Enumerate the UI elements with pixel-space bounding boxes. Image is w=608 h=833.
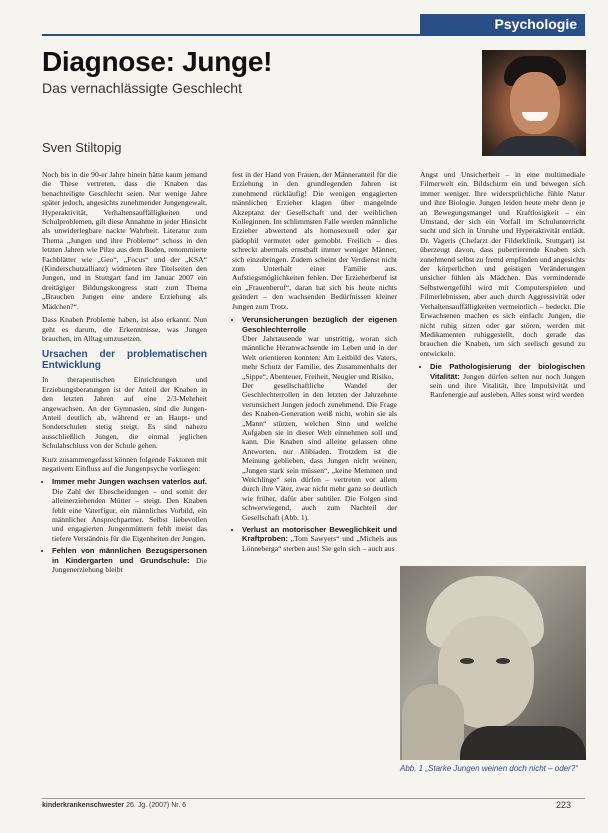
list-item	[242, 315, 397, 522]
photo-hand	[402, 684, 464, 760]
list-item-text: Jungen dürfen selten nur noch Jungen sein und ihre Vitalität, ihre Impulsivität und Raufenergie auf ausleben. Alles sonst wird werden	[430, 371, 585, 400]
portrait-shirt	[490, 136, 582, 156]
list-item-lead: Verunsicherungen bezüglich der eigenen Geschlechterrolle	[242, 315, 397, 334]
boy-photo	[400, 566, 586, 760]
paragraph: Noch bis in die 90-er Jahre hinein hätte kaum jemand die These vertreten, dass die Knaben das benachteiligte Geschlecht seien. Nur wenige Jahre später jedoch, angesichts zunehmender Jungengewalt, Hyperaktivität, Verhaltensauffälligkeiten und Schulproblemen, gilt diese Annahme in jeder Hinsicht als unwiderlegbare nackte Wahrheit. Literatur zum Thema „Jungen und ihre Probleme“ schoss in den letzten Jahren wie Pilze aus dem Boden, renommierte Fachblätter wie „Geo“, „Focus“ und der „KSA“ (Kinderschutzallianz) widmeten ihre Titelseiten den Jungen, und in Stuttgart fand im Januar 2007 ein dreitägiger Bildungskongress statt zum Thema „Brauchen Jungen eine andere Erziehung als Mädchen?“.	[42, 170, 207, 311]
article-subtitle: Das vernachlässigte Geschlecht	[42, 80, 242, 96]
list-item-text: Über Jahrtausende war unstrittig, woran sich männliche Heranwachsende im Leben und in der Welt orientieren konnten: Am Leitbild des Vaters, mehr Schutz der Familie, des Zusammenhalts der „Sippe“, Abenteuer, Freiheit, Neugier und Risiko.	[242, 333, 397, 381]
footer-divider	[42, 798, 585, 799]
photo-shirt	[460, 726, 586, 760]
journal-name: kinderkrankenschwester	[42, 802, 125, 809]
text-column-2	[232, 170, 397, 556]
section-heading: Ursachen der problematischen Entwicklung	[42, 349, 207, 372]
rubric-divider	[42, 34, 585, 36]
list-item	[52, 477, 207, 543]
list-item	[52, 546, 207, 574]
factor-list	[232, 315, 397, 553]
photo-eye	[496, 658, 510, 664]
factor-list	[42, 477, 207, 574]
paragraph: Kurz zusammengefasst können folgende Faktoren mit negativem Einfluss auf die Jungenpsyche vorliegen:	[42, 454, 207, 473]
text-column-3	[420, 170, 585, 403]
list-item-text: Die Jungenerziehung bleibt	[52, 555, 207, 575]
paragraph: Angst und Unsicherheit – in eine multimediale Filmerwelt ein. Bildschirm ein und bewegen sich immer weniger. Ihre widersprüchliche fühle Natur und ihre Biologie. Jungen leiden heute mehr denn je an Bewegungsmangel und Kraftlosigkeit – ein Umstand, der sich ein Vorfall im Schulunterricht sucht und sich in Unruhe und Hyperaktivität entlädt. Dr. Vageris (Chefarzt der Filderklinik, Stuttgart) ist überzeugt davon, dass pubertierende Knaben sich zunehmend selbst zu fremd empfinden und angesichts der körperlichen und geistigen Veränderungen unsicher fühlen als Mädchen. Das vermindernde Selbstwertgefühl wird mit Computerspielen und Filmerlebnissen, aber auch durch Aggressivität oder Verhaltensauffälligkeiten vermeintlich – bedeckt. Die Erwachsenen machen es sich einfach: Jungen, die nicht ruhig sitzen oder gar stören, werden mit Medikamenten ruhiggestellt, doch gerade das brauchen die Knaben, um sich seelisch gesund zu entwickeln.	[420, 170, 585, 358]
list-item-lead: Immer mehr Jungen wachsen vaterlos auf.	[52, 477, 207, 487]
section-rubric: Psychologie	[420, 14, 585, 34]
journal-issue: 26. Jg. (2007) Nr. 6	[126, 802, 186, 809]
page-number: 223	[556, 800, 572, 810]
journal-reference	[42, 802, 186, 809]
text-column-1	[42, 170, 207, 577]
figure-caption: Abb. 1 „Starke Jungen weinen doch nicht – oder?“	[400, 764, 578, 773]
author-portrait	[482, 50, 586, 156]
list-item-text: Der gesellschaftliche Wandel der Geschlechterrollen in den letzten der Jahrzehnte verunsichert Jungen jedoch zunehmend. Die Frage des Knaben-Generation weiß nicht, wohin sie als „Mann“ stürzen, welchen Sinn und welche Aufgaben sie in dieser Welt einnehmen soll und kann. Die Knaben sind alleine gelassen ohne Antworten, nur Alibiaden. Trotzdem ist die Meinung geblieben, dass Jungen nicht weinen, „Jungen stark sein müssen“, „keine Memmen und Weichlinge“ sein dürfen – vertreten vor allem durch ihre Väter, zwar nicht mehr ganz so deutlich wie früher, dafür aber subtiler. Die Folgen sind schwerwiegend, auch zum Nachteil der Gesellschaft (Abb. 1).	[242, 380, 397, 522]
paragraph: fest in der Hand von Frauen, der Männeranteil für die Erziehung in den grundlegenden Jahren ist zunehmend rückläufig! Die wenigen engagierten männlichen Erzieher klagen über mangelnde Akzeptanz der Gesellschaft und der weiblichen Kolleginnen. Im schlimmsten Falle werden männliche Erzieher abwertend als homosexuell oder gar pädophil vermutet oder gemobbt. Freilich – dies schreckt abermals ernsthaft immer weniger Männer, sich einzubringen. Zudem scheint der Verdienst nicht zum Unterhalt einer Familie aus. Aufstiegsmöglichkeiten fehlen. Der Erzieherberuf ist ein „Frauenberuf“, daran hat sich bis heute nichts geändert – den wachsenden Bedürfnissen kleiner Jungen zum Trotz.	[232, 170, 397, 311]
list-item-lead: Fehlen von männlichen Bezugspersonen in Kindergarten und Grundschule:	[52, 546, 207, 565]
portrait-face	[510, 72, 560, 134]
author-name: Sven Stiltopig	[42, 140, 122, 155]
article-title: Diagnose: Junge!	[42, 46, 273, 77]
paragraph: Dass Knaben Probleme haben, ist also erkannt. Nun geht es darum, die Erkenntnisse, was Jungen brauchen, im Alltag umzusetzen.	[42, 315, 207, 343]
list-item-text: „Tom Sawyers“ und „Michels aus Lönneberga“ sterben aus! Sie geln sich – auch aus	[242, 534, 397, 553]
list-item-text: Die Zahl der Ehescheidungen – und somit der alleinerziehenden Mütter – steigt. Den Knaben fehlt eine Vaterfigur, ein männliches Vorbild, ein männlicher Ansprechpartner. Selbst liebevollen und engagierten Jungenmüttern fehlt meist das tiefere Verständnis für die Eigenheiten der Jungen.	[52, 486, 207, 543]
list-item-lead: Die Pathologisierung der biologischen Vitalität:	[430, 362, 585, 381]
list-item	[242, 525, 397, 553]
paragraph: In therapeutischen Einrichtungen und Erziehungsberatungen ist der Anteil der Knaben in den letzten Jahren auf eine 2/3-Mehrheit angewachsen. An der Gymnasien, sind die Jungen-Anteil deutlich ab, während er an Haupt- und Sonderschulen stetig steigt. Es sind nahezu ausschließlich Jungen, die einmal jeglichen Schulabschluss von der Schule gehen.	[42, 375, 207, 451]
factor-list	[420, 362, 585, 400]
list-item	[430, 362, 585, 400]
list-item-lead: Verlust an motorischer Beweglichkeit und Kraftproben:	[242, 525, 397, 544]
photo-eye	[460, 658, 474, 664]
